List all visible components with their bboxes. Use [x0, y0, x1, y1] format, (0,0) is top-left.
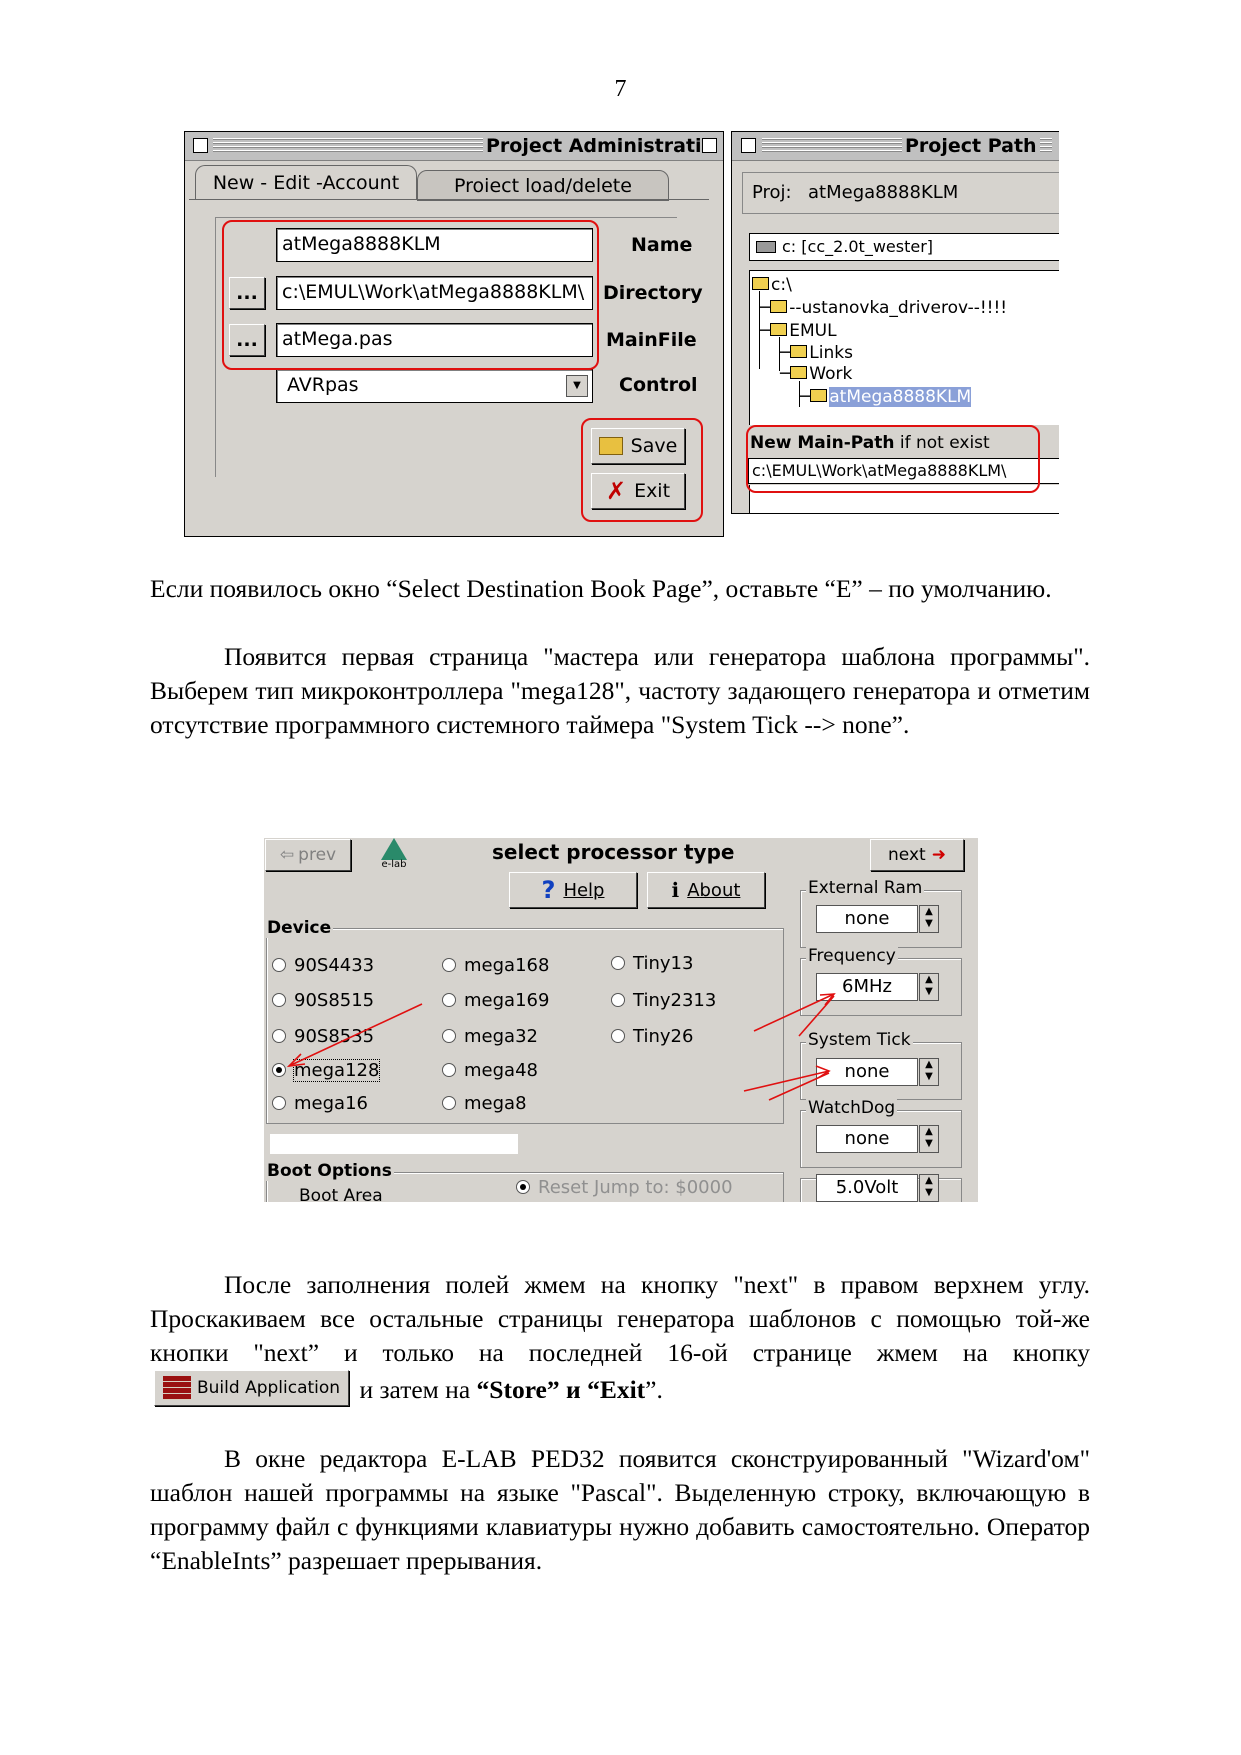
- tree-label: --ustanovka_driverov--!!!!: [789, 298, 1008, 318]
- buttons-highlight: [581, 418, 703, 522]
- watchdog-spinner[interactable]: none: [816, 1125, 918, 1153]
- folder-icon: [810, 389, 827, 402]
- drive-icon: [756, 241, 776, 253]
- radio-label: 90S8515: [294, 990, 375, 1011]
- store-exit-text: “Store” и “Exit: [476, 1375, 646, 1404]
- wizard-window: [264, 838, 978, 1202]
- paragraph-2: Появится первая страница "мастера или генератора шаблона программы". Выберем тип микроконтроллера "mega128", частоту задающего генератора и отметим отсутствие программного системного таймера "System Tick --> none”.: [150, 642, 1090, 739]
- page-number: 7: [614, 76, 627, 102]
- radio-label: mega16: [294, 1093, 368, 1114]
- tree-label: c:\: [771, 275, 792, 295]
- drive-value: c: [cc_2.0t_wester]: [782, 237, 934, 256]
- radio-label: mega8: [464, 1093, 527, 1114]
- radio-label: mega128: [294, 1060, 380, 1081]
- device-label: Device: [267, 918, 332, 938]
- directory-browse-button[interactable]: ...: [229, 277, 265, 309]
- radio-label: Tiny13: [633, 953, 694, 974]
- tab-label: Proiect load/delete: [454, 175, 632, 197]
- radio-label: mega168: [464, 955, 550, 976]
- arrow-to-mega128: [289, 1004, 422, 1066]
- help-icon: ?: [541, 876, 556, 904]
- drive-select[interactable]: [749, 233, 1059, 261]
- directory-label: Directory: [603, 282, 703, 304]
- radio-label: Tiny2313: [633, 990, 717, 1011]
- arrow-to-system-tick: [744, 1071, 829, 1091]
- tree-label: EMUL: [789, 321, 837, 341]
- mainfile-input[interactable]: atMega.pas: [276, 323, 593, 357]
- radio-label: Reset Jump to: $0000: [538, 1177, 733, 1198]
- tree-node-links[interactable]: ─ Links: [780, 343, 853, 363]
- control-value: AVRpas: [287, 374, 359, 396]
- boot-area-label: Boot Area: [299, 1186, 383, 1202]
- close-box-icon[interactable]: [193, 138, 208, 153]
- brick-wall-icon: [163, 1376, 191, 1400]
- paragraph-3-end: ”.: [645, 1375, 663, 1404]
- mainfile-browse-button[interactable]: ...: [229, 324, 265, 356]
- tab-label: New - Edit -Account: [212, 172, 400, 194]
- name-input[interactable]: atMega8888KLM: [276, 228, 593, 262]
- title-bar[interactable]: [732, 132, 1059, 161]
- exit-label: Exit: [634, 480, 671, 502]
- tree-label: Links: [809, 343, 853, 363]
- tree-label: Work: [809, 364, 853, 384]
- fields-highlight: [222, 220, 599, 370]
- tree-node-root[interactable]: [752, 275, 792, 295]
- right-arrow-icon: ➜: [931, 845, 946, 865]
- voltage-spinner[interactable]: 5.0Volt: [816, 1174, 918, 1202]
- radio-label: mega32: [464, 1026, 538, 1047]
- folder-icon: [770, 300, 787, 313]
- tree-node-work[interactable]: ─ Work: [780, 364, 853, 384]
- control-label: Control: [619, 374, 698, 396]
- system-tick-spinner[interactable]: none: [816, 1058, 918, 1086]
- close-x-icon: ✗: [605, 477, 627, 505]
- project-path-window: [731, 131, 1059, 514]
- radio-label: 90S8535: [294, 1026, 375, 1047]
- control-select[interactable]: [276, 369, 593, 403]
- window-title: Project Administrati: [483, 135, 705, 157]
- title-bar[interactable]: [185, 132, 723, 161]
- boot-options-label: Boot Options: [267, 1161, 392, 1181]
- paragraph-3-text: После заполнения полей жмем на кнопку "next" в правом верхнем углу. Проскакиваем все остальные страницы генератора шаблонов с помощью той-же кнопки "next” и только на последней 16-ой странице жмем на кнопку: [150, 1270, 1090, 1367]
- spin-arrows-icon[interactable]: ▲ ▼: [919, 1125, 939, 1153]
- new-main-path-hint: if not exist: [899, 433, 990, 453]
- arrow-to-system-tick-2: [769, 1073, 829, 1100]
- watchdog-label: WatchDog: [808, 1098, 896, 1118]
- project-admin-window: [184, 131, 724, 537]
- left-arrow-icon: ⇦: [279, 845, 295, 865]
- radio-label: mega48: [464, 1060, 538, 1081]
- save-label: Save: [630, 435, 678, 457]
- mainfile-label: MainFile: [606, 329, 697, 351]
- close-box-icon[interactable]: [741, 138, 756, 153]
- info-icon: ℹ: [671, 878, 680, 902]
- arrow-to-frequency: [754, 994, 834, 1031]
- paragraph-1: Если появилось окно “Select Destination Book Page”, оставьте “E” – по умолчанию.: [150, 574, 1052, 603]
- annotation-arrows: [264, 838, 978, 1202]
- paragraph-4: В окне редактора E-LAB PED32 появится сконструированный "Wizard'ом" шаблон нашей программы на языке "Pascal". Выделенную строку, включающую в программу файл с функциями клавиатуры нужно добавить самостоятельно. Оператор “EnableInts” разрешает прерывания.: [150, 1444, 1090, 1575]
- open-folder-icon: [790, 366, 807, 379]
- name-label: Name: [631, 234, 693, 256]
- spin-arrows-icon[interactable]: ▲ ▼: [919, 973, 939, 1001]
- main-path-highlight: [746, 425, 1040, 493]
- radio-label: Tiny26: [633, 1026, 694, 1047]
- radio-label: mega169: [464, 990, 550, 1011]
- spin-arrows-icon[interactable]: ▲ ▼: [919, 1058, 939, 1086]
- frequency-label: Frequency: [808, 946, 896, 966]
- build-application-button[interactable]: [154, 1370, 349, 1406]
- paragraph-3: [150, 1268, 1090, 1407]
- system-tick-label: System Tick: [808, 1030, 911, 1050]
- tab-new-edit-account[interactable]: [195, 165, 417, 200]
- folder-icon: [790, 345, 807, 358]
- tree-node-emul[interactable]: ─ EMUL: [760, 321, 837, 341]
- proj-label: Proj:: [752, 182, 792, 203]
- wizard-title: select processor type: [492, 840, 735, 864]
- open-folder-icon: [770, 323, 787, 336]
- tree-label: atMega8888KLM: [829, 387, 972, 407]
- paragraph-3-mid: и затем на: [359, 1375, 471, 1404]
- proj-value: atMega8888KLM: [808, 182, 959, 203]
- directory-input[interactable]: c:\EMUL\Work\atMega8888KLM\: [276, 276, 593, 310]
- logo-label: e-lab: [381, 859, 407, 870]
- tree-node-project[interactable]: ─ atMega8888KLM: [800, 387, 972, 407]
- build-application-label: Build Application: [197, 1378, 341, 1398]
- new-main-path-label: New Main-Path: [750, 433, 895, 453]
- open-folder-icon: [752, 277, 769, 290]
- about-label: About: [687, 879, 741, 901]
- new-main-path-input[interactable]: c:\EMUL\Work\atMega8888KLM\: [748, 458, 1059, 484]
- prev-label: prev: [298, 845, 337, 865]
- tab-project-load-delete[interactable]: [417, 170, 669, 201]
- collapse-box-icon[interactable]: [702, 138, 717, 153]
- help-label: Help: [563, 879, 605, 901]
- tree-node-ustanovka[interactable]: ─ --ustanovka_driverov--!!!!: [760, 298, 1008, 318]
- external-ram-spinner[interactable]: none: [816, 905, 918, 933]
- frequency-spinner[interactable]: 6MHz: [816, 973, 918, 1001]
- dropdown-arrow-icon[interactable]: ▼: [566, 375, 588, 397]
- spin-arrows-icon[interactable]: ▲ ▼: [919, 905, 939, 933]
- next-label: next: [888, 845, 926, 865]
- external-ram-label: External Ram: [808, 878, 923, 898]
- radio-label: 90S4433: [294, 955, 375, 976]
- window-title: Project Path: [902, 135, 1040, 157]
- spin-arrows-icon[interactable]: ▲ ▼: [919, 1174, 939, 1202]
